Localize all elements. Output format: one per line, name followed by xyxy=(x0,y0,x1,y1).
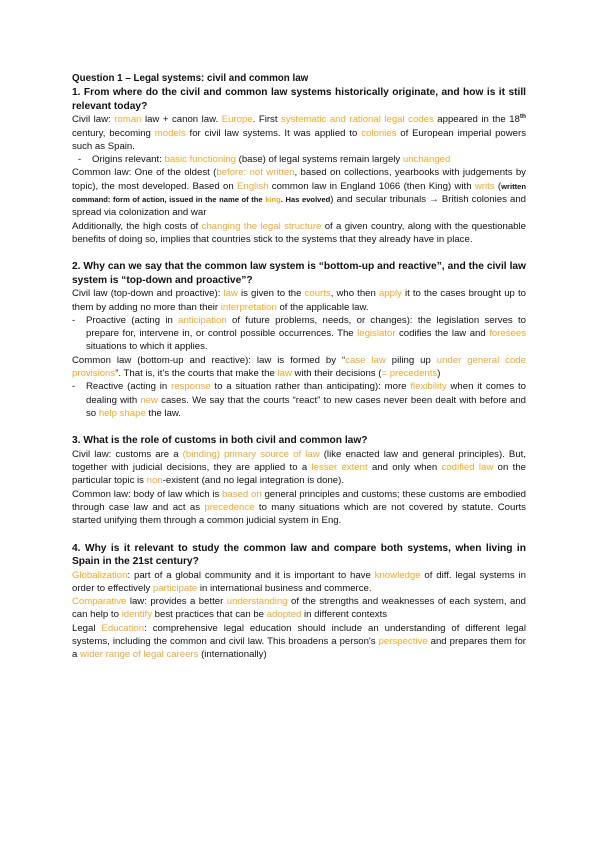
q4-education-paragraph: Legal Education: comprehensive legal education should include an understanding of different legal systems, including the common and civil law. This broadens a person's perspective and prepares them for a wider range of legal careers (internationally) xyxy=(72,622,527,661)
q4-comparative-paragraph: Comparative law: provides a better understanding of the strengths and weaknesses of each system, and can help to identify best practices that can be adopted in different contexts xyxy=(72,596,526,621)
q1-civil-law-paragraph: Civil law: roman law + canon law. Europe. First systematic and rational legal codes appeared in the 18th century, becoming models for civil law systems. It was applied to colonies of European imperial powers such as Spain. xyxy=(72,113,527,152)
q3-common-law-paragraph: Common law: body of law which is based on general principles and customs; these customs are embodied through case law and act as precedence to many situations which are not covered by statute. Courts started unifying them through a common judicial system in Eng. xyxy=(72,488,526,527)
document-title: Question 1 – Legal systems: civil and common law xyxy=(72,73,309,84)
question-4-heading: 4. Why is it relevant to study the common law and compare both systems, when living in Spain in the 21st century? xyxy=(72,542,526,568)
question-3-heading: 3. What is the role of customs in both civil and common law? xyxy=(72,435,368,447)
q2-civil-law-paragraph: Civil law (top-down and proactive): law is given to the courts, who then apply it to the cases brought up to them by adding no more than their interpretation of the applicable law. xyxy=(72,288,526,313)
question-2-heading: 2. Why can we say that the common law system is “bottom-up and reactive”, and the civil law system is “top-down and proactive”? xyxy=(72,261,526,286)
q1-costs-paragraph: Additionally, the high costs of changing the legal structure of a given country, along with the questionable benefits of doing so, implies that countries stick to the systems that they already have in place. xyxy=(72,220,526,245)
q2-reactive-bullet: - Reactive (acting in response to a situation rather than anticipating): more flexibility when it comes to dealing with new cases. We say that the courts “react” to new cases never been dealt with before and so help shape the law. xyxy=(72,381,527,419)
q3-civil-law-paragraph: Civil law: customs are a (binding) primary source of law (like enacted law and general principles). But, together with judicial decisions, they are applied to a lesser extent and only when codified law on the particular topic is non-existent (and no legal integration is done). xyxy=(72,448,526,487)
q2-proactive-bullet: - Proactive (acting in anticipation of future problems, needs, or changes): the legislation serves to prepare for, intervene in, or control possible occurrences. The legislator codifies the law and foresees situations to which it applies. xyxy=(72,314,526,353)
question-1-heading: 1. From where do the civil and common law systems historically originate, and how is it still relevant today? xyxy=(72,87,526,112)
q4-globalization-paragraph: Globalization: part of a global community and it is important to have knowledge of diff. legal systems in order to effectively participate in international business and commerce. xyxy=(72,569,526,594)
q2-common-law-paragraph: Common law (bottom-up and reactive): law is formed by “case law piling up under general code provisions”. That is, it’s the courts that make the law with their decisions (= precedents) xyxy=(72,354,526,380)
q1-origins-bullet: - Origins relevant: basic functioning (base) of legal systems remain largely unchanged xyxy=(78,154,451,166)
q1-common-law-paragraph: Common law: One of the oldest (before: not written, based on collections, yearbooks with judgements by topic), the most developed. Based on English common law in England 1066 (then King) with writs (written command: form of action, issued in the name of the king. Has evolved) and secular tribunals → British colonies and spread via colonization and war xyxy=(72,167,526,219)
document-content xyxy=(72,72,526,662)
